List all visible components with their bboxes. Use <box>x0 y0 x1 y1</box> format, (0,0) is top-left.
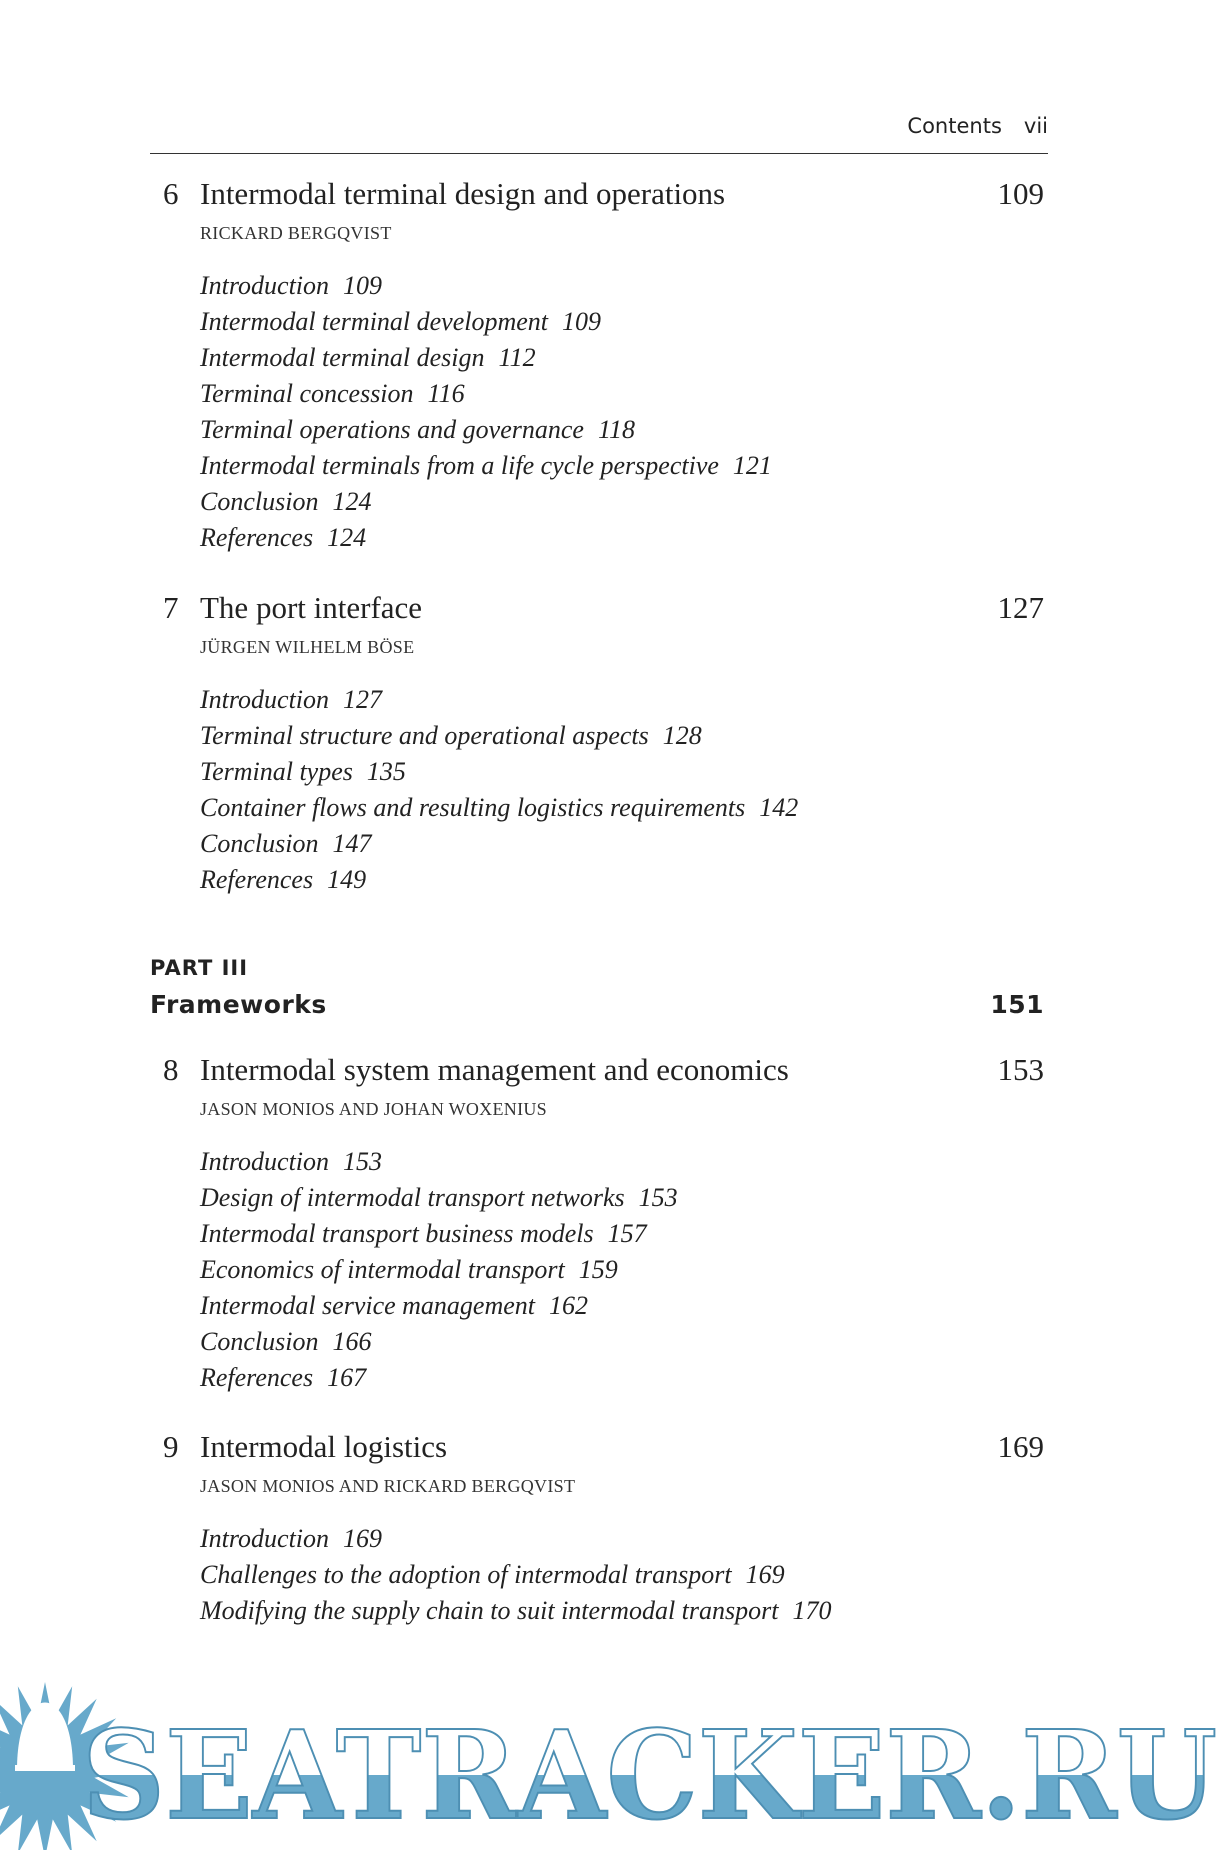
watermark-text: SEATRACKER.RU <box>82 1703 1217 1847</box>
toc-entry: Economics of intermodal transport 159 <box>200 1255 618 1284</box>
toc-entry: Conclusion 124 <box>200 487 372 516</box>
toc-entry: Conclusion 166 <box>200 1327 372 1356</box>
toc-entry: Intermodal transport business models 157 <box>200 1219 647 1248</box>
toc-entry: Intermodal service management 162 <box>200 1291 589 1320</box>
part-page: 151 <box>990 990 1044 1019</box>
chapter-page: 169 <box>997 1429 1044 1464</box>
entry-list <box>200 1144 1044 1396</box>
running-header <box>907 114 1048 138</box>
running-header-page: vii <box>1023 114 1048 138</box>
entry-list <box>200 1521 1044 1629</box>
entry-list <box>200 268 1044 556</box>
chapter-title: The port interface <box>200 590 423 625</box>
toc-entry: Intermodal terminals from a life cycle perspective 121 <box>200 451 772 480</box>
chapter-7 <box>150 588 1044 898</box>
toc-entry: Design of intermodal transport networks 153 <box>200 1183 678 1212</box>
toc-entry: Terminal concession 116 <box>200 379 465 408</box>
toc-entry: References 167 <box>200 1363 367 1392</box>
toc-entry: Conclusion 147 <box>200 829 372 858</box>
toc-entry: Container flows and resulting logistics requirements 142 <box>200 793 799 822</box>
toc-entry: Introduction 153 <box>200 1147 383 1176</box>
toc-entry: Intermodal terminal development 109 <box>200 307 602 336</box>
chapter-number: 6 <box>163 176 179 211</box>
toc-entry: Introduction 169 <box>200 1524 383 1553</box>
chapter-author: JASON MONIOS AND JOHAN WOXENIUS <box>200 1099 547 1119</box>
toc-entry: References 124 <box>200 523 367 552</box>
toc-entry: Terminal operations and governance 118 <box>200 415 636 444</box>
running-header-section: Contents <box>907 114 1002 138</box>
chapter-title: Intermodal logistics <box>200 1429 448 1464</box>
chapter-page: 109 <box>997 176 1044 211</box>
chapter-page: 153 <box>997 1052 1044 1087</box>
toc-entry: Intermodal terminal design 112 <box>200 343 536 372</box>
chapter-author: JASON MONIOS AND RICKARD BERGQVIST <box>200 1476 576 1496</box>
part-title: Frameworks <box>150 990 327 1019</box>
chapter-author: RICKARD BERGQVIST <box>200 223 392 243</box>
chapter-9 <box>150 1427 1044 1629</box>
toc-entry: Modifying the supply chain to suit intermodal transport 170 <box>200 1596 832 1625</box>
toc-entry: Introduction 109 <box>200 271 383 300</box>
chapter-number: 7 <box>163 590 179 625</box>
part-label: PART III <box>150 956 249 980</box>
toc-entry: Terminal types 135 <box>200 757 406 786</box>
chapter-6 <box>150 174 1044 556</box>
chapter-number: 9 <box>163 1429 179 1464</box>
toc-entry: Challenges to the adoption of intermodal transport 169 <box>200 1560 785 1589</box>
entry-list <box>200 682 1044 898</box>
header-rule <box>150 153 1048 154</box>
chapter-number: 8 <box>163 1052 179 1087</box>
chapter-page: 127 <box>997 590 1044 625</box>
chapter-8 <box>150 1050 1044 1396</box>
chapter-title: Intermodal system management and economics <box>200 1052 789 1087</box>
chapter-title: Intermodal terminal design and operations <box>200 176 726 211</box>
toc-entry: Terminal structure and operational aspects 128 <box>200 721 702 750</box>
part-heading <box>150 956 1044 1019</box>
toc-entry: References 149 <box>200 865 367 894</box>
seatracker-watermark-logo <box>0 1660 1225 1850</box>
toc-entry: Introduction 127 <box>200 685 383 714</box>
chapter-author: JÜRGEN WILHELM BÖSE <box>200 637 415 657</box>
